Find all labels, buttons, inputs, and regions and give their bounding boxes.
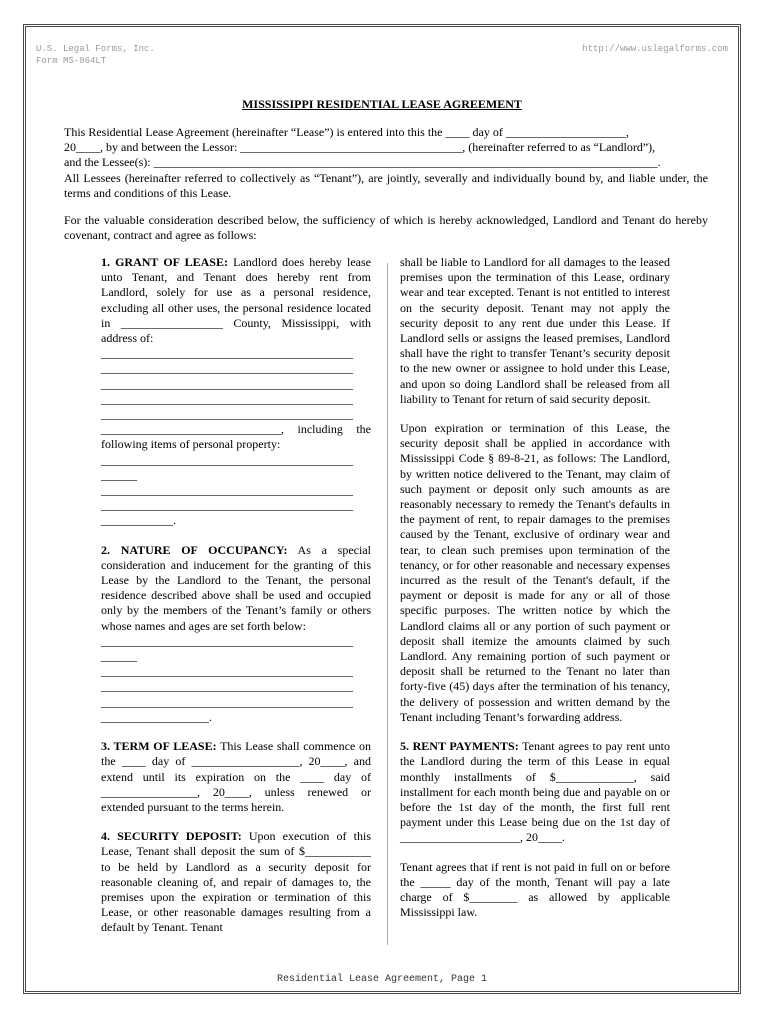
fill-blank[interactable]: __________________________________________ — [101, 407, 353, 422]
section-text: Landlord does hereby lease unto Tenant, and Tenant does hereby rent from Landlord, solely for use as a personal residence, excluding all other uses, the personal residence located in _________________ County, Mississippi, with address of: — [101, 255, 371, 346]
including-text: ______________________________, including the following items of personal property: — [101, 422, 371, 452]
company-name: U.S. Legal Forms, Inc. — [36, 44, 155, 54]
intro-line: 20____, by and between the Lessor: _____________________________________, (hereinafter referred to as “Landlord”), — [64, 140, 656, 155]
fill-blank[interactable]: __________________________________________ — [101, 391, 353, 406]
consideration-paragraph: For the valuable consideration described below, the sufficiency of which is hereby acknowledged, Landlord and Tenant do hereby covenant, contract and agree as follows: — [64, 213, 708, 243]
form-id: Form MS-864LT — [36, 56, 107, 66]
column-divider — [387, 263, 388, 945]
section-heading: 1. GRANT OF LEASE: — [101, 255, 228, 269]
fill-blank[interactable]: __________________________________________ — [101, 346, 353, 361]
fill-blank[interactable]: ____________. — [101, 513, 176, 528]
fill-blank[interactable]: __________________________________________ — [101, 679, 353, 694]
page-title: MISSISSIPPI RESIDENTIAL LEASE AGREEMENT — [242, 97, 522, 111]
section-rent — [400, 739, 670, 845]
left-column — [101, 255, 371, 950]
fill-blank[interactable]: ______ — [101, 467, 137, 482]
fill-blank[interactable]: __________________________________________ — [101, 452, 353, 467]
page-footer: Residential Lease Agreement, Page 1 — [276, 974, 488, 985]
section-text: Upon execution of this Lease, Tenant shall deposit the sum of $___________ to be held by Landlord as a security deposit for reasonable cleaning of, and repair of damages to, the premises upon the expiration or termination of this Lease, or other reasonable damages resulting from a default by Tenant. Tenant — [101, 829, 371, 935]
fill-blank[interactable]: __________________________________________ — [101, 498, 353, 513]
section-deposit — [101, 829, 371, 935]
deposit-continued: shall be liable to Landlord for all damages to the leased premises upon the termination of this Lease, ordinary wear and tear excepted. Tenant is not entitled to interest on the security deposit. Tenant may not apply the security deposit to any rent due under this Lease. If Landlord sells or assigns the leased premises, Landlord shall have the right to transfer Tenant’s security deposit to the new owner or assignee to hold under this Lease, and upon so doing Landlord shall be released from all liability to Tenant for return of said security deposit. — [400, 255, 670, 406]
intro-line: and the Lessee(s): ____________________________________________________________________________________. — [64, 155, 661, 170]
header-url[interactable]: http://www.uslegalforms.com — [582, 44, 728, 54]
intro-line: This Residential Lease Agreement (hereinafter “Lease”) is entered into this the ____ day of ____________________, — [64, 125, 629, 139]
deposit-expiration: Upon expiration or termination of this Lease, the security deposit shall be applied in accordance with Mississippi Code § 89-8-21, as follows: The Landlord, by written notice delivered to the Tenant, may claim of such payment or deposit only such amounts as are reasonably necessary to remedy the Tenant's defaults in the payment of rent, to repair damages to the premises caused by the Tenant, exclusive of ordinary wear and tear, to clean such premises upon termination of the tenancy, or for other reasonable and necessary expenses incurred as the result of the Tenant's default, if the payment or deposit is made for any or all of those specific purposes. The written notice by which the Landlord claims all or any portion of such payment or deposit shall itemize the amounts claimed by such Landlord. Any remaining portion of such payment or deposit shall be returned to the Tenant no later than forty-five (45) days after the termination of his tenancy, the delivery of possession and written demand by the Tenant including Tenant’s forwarding address. — [400, 421, 670, 724]
right-column — [400, 255, 670, 934]
section-grant — [101, 255, 371, 529]
rent-late-charge: Tenant agrees that if rent is not paid in full on or before the _____ day of the month, Tenant will pay a late charge of $________ as allowed by applicable Mississippi law. — [400, 859, 670, 920]
fill-blank[interactable]: __________________. — [101, 709, 212, 724]
document-page — [23, 24, 741, 994]
fill-blank[interactable]: __________________________________________ — [101, 483, 353, 498]
section-term — [101, 739, 371, 815]
fill-blank[interactable]: __________________________________________ — [101, 633, 353, 648]
section-heading: 2. NATURE OF OCCUPANCY: — [101, 542, 288, 557]
header-left — [36, 43, 155, 67]
section-heading: 4. SECURITY DEPOSIT: — [101, 829, 242, 844]
fill-blank[interactable]: __________________________________________ — [101, 376, 353, 391]
section-heading: 5. RENT PAYMENTS: — [400, 739, 519, 754]
section-text: Tenant agrees to pay rent unto the Landlord during the term of this Lease in equal monthly installments of $_____________, said installment for each month being due and payable on or before the 1st day of the month, the first full rent payment under this Lease being due on the 1st day of ____________________, 20____. — [400, 739, 671, 845]
fill-blank[interactable]: __________________________________________ — [101, 361, 353, 376]
intro-paragraph — [64, 125, 708, 201]
fill-blank[interactable]: ______ — [101, 649, 137, 664]
section-text: This Lease shall commence on the ____ day of __________________, 20____, and extend until its expiration on the ____ day of ________________, 20____, unless renewed or extended pursuant to the terms herein. — [101, 739, 372, 814]
section-heading: 3. TERM OF LEASE: — [101, 739, 217, 754]
section-occupancy — [101, 543, 371, 725]
intro-line: All Lessees (hereinafter referred to collectively as “Tenant”), are jointly, severally and individually bound by, and liable under, the terms and conditions of this Lease. — [64, 170, 708, 200]
fill-blank[interactable]: __________________________________________ — [101, 664, 353, 679]
section-text: As a special consideration and inducement for the granting of this Lease by the Landlord to the Tenant, the personal residence described above shall be used and occupied only by the members of the Tenant’s family or others whose names and ages are set forth below: — [101, 542, 371, 633]
fill-blank[interactable]: __________________________________________ — [101, 694, 353, 709]
